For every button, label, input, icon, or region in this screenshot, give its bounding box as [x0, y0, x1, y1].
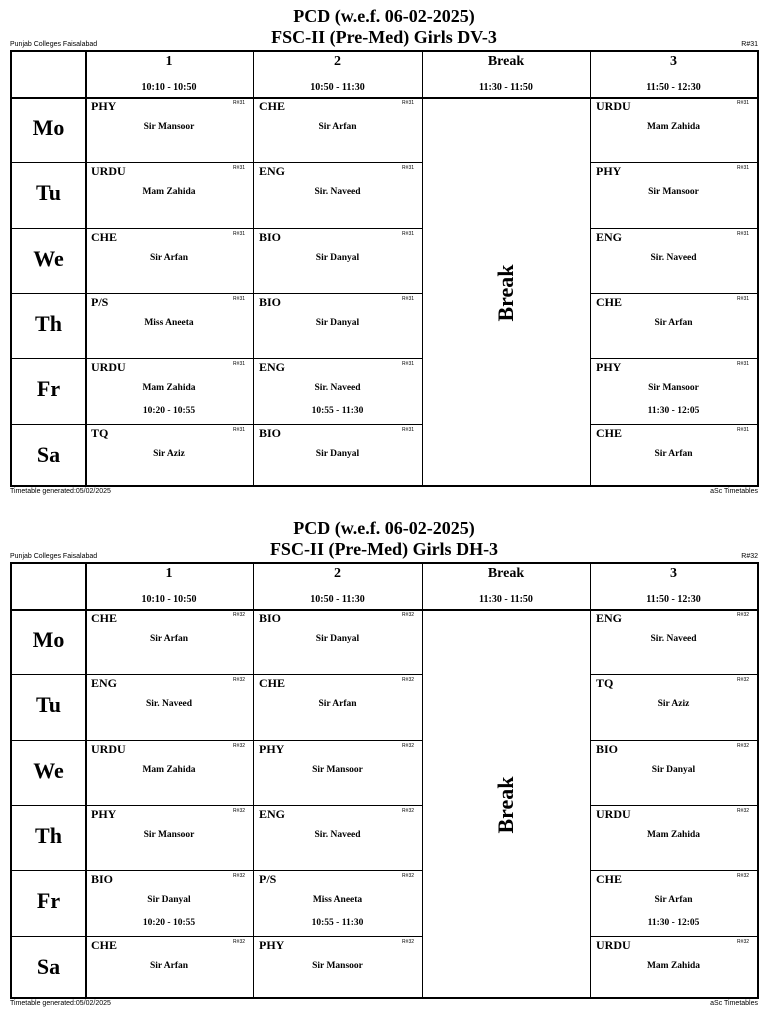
- cell-room: R#31: [233, 165, 245, 172]
- lesson-cell: [590, 805, 757, 870]
- teacher-name: Mam Zahida: [646, 829, 701, 840]
- lesson-cell: [85, 805, 253, 870]
- lesson-cell: [85, 358, 253, 423]
- day-label: Mo: [32, 115, 65, 140]
- teacher-name: Sir Arfan: [654, 448, 693, 459]
- lesson-time: 10:55 - 11:30: [311, 406, 364, 417]
- teacher-name: Sir Mansoor: [648, 187, 699, 198]
- teacher-name: Sir Arfan: [149, 252, 189, 263]
- teacher-name: Mam Zahida: [142, 764, 196, 775]
- cell-room: R#32: [233, 873, 245, 880]
- cell-room: R#31: [737, 426, 749, 433]
- cell-room: R#31: [233, 361, 245, 368]
- subject-code: PHY: [259, 741, 285, 756]
- cell-room: R#31: [233, 100, 245, 106]
- lesson-cell: [590, 936, 757, 1001]
- subject-code: PHY: [91, 806, 117, 821]
- subject-code: URDU: [91, 164, 126, 179]
- period-number: 3: [670, 566, 677, 581]
- cell-room: R#32: [233, 612, 245, 618]
- teacher-name: Miss Aneeta: [144, 317, 194, 328]
- teacher-name: Sir. Naveed: [145, 699, 193, 710]
- timetable-title: PCD (w.e.f. 06-02-2025): [293, 518, 475, 538]
- subject-code: ENG: [91, 676, 118, 691]
- teacher-name: Mam Zahida: [142, 383, 196, 394]
- room-code: R#32: [741, 553, 758, 560]
- subject-code: CHE: [91, 937, 118, 952]
- generator-name: aSc Timetables: [710, 488, 758, 495]
- subject-code: PHY: [91, 99, 117, 113]
- day-label: Th: [35, 310, 62, 336]
- subject-code: BIO: [259, 425, 282, 440]
- cell-room: R#32: [233, 677, 245, 684]
- subject-code: CHE: [259, 99, 286, 113]
- cell-room: R#32: [402, 938, 414, 945]
- teacher-name: Sir Danyal: [315, 448, 360, 459]
- cell-room: R#31: [402, 165, 414, 172]
- subject-code: URDU: [91, 360, 126, 375]
- teacher-name: Sir Arfan: [149, 960, 189, 971]
- lesson-cell: [590, 424, 757, 489]
- day-label: Sa: [36, 441, 61, 467]
- lesson-cell: [253, 870, 422, 935]
- subject-code: ENG: [596, 229, 623, 244]
- teacher-name: Sir Danyal: [147, 895, 191, 906]
- period-number: Break: [487, 566, 525, 581]
- cell-room: R#32: [737, 807, 749, 814]
- subject-code: ENG: [259, 360, 286, 375]
- period-time: 10:50 - 11:30: [310, 594, 365, 605]
- class-subtitle: FSC-II (Pre-Med) Girls DV-3: [271, 27, 497, 47]
- schedule-grid: [10, 50, 759, 487]
- cell-room: R#32: [737, 938, 749, 945]
- subject-code: TQ: [91, 425, 109, 440]
- day-label: Sa: [36, 953, 61, 979]
- teacher-name: Sir. Naveed: [314, 383, 361, 394]
- cell-room: R#31: [233, 295, 245, 302]
- lesson-cell: [85, 293, 253, 358]
- teacher-name: Mam Zahida: [142, 187, 196, 198]
- schedule-grid: [10, 562, 759, 999]
- lesson-time: 10:20 - 10:55: [142, 406, 196, 417]
- lesson-cell: [253, 740, 422, 805]
- cell-room: R#32: [402, 742, 414, 749]
- period-number: 2: [334, 54, 341, 69]
- subject-code: ENG: [259, 806, 286, 821]
- day-label: Mo: [32, 627, 65, 652]
- lesson-cell: [590, 228, 757, 293]
- subject-code: BIO: [259, 294, 282, 309]
- day-label: Tu: [36, 692, 61, 718]
- subject-code: ENG: [596, 611, 623, 625]
- subject-code: URDU: [91, 741, 126, 756]
- cell-room: R#32: [402, 807, 414, 814]
- lesson-cell: [253, 805, 422, 870]
- lesson-cell: [253, 97, 422, 162]
- teacher-name: Mam Zahida: [646, 960, 701, 971]
- lesson-time: 11:30 - 12:05: [647, 406, 700, 417]
- school-name: Punjab Colleges Faisalabad: [10, 41, 98, 48]
- lesson-cell: [590, 97, 757, 162]
- lesson-cell: [85, 740, 253, 805]
- lesson-cell: [590, 162, 757, 227]
- lesson-time: 10:55 - 11:30: [311, 918, 364, 929]
- teacher-name: Sir. Naveed: [314, 187, 361, 198]
- lesson-cell: [85, 228, 253, 293]
- lesson-cell: [253, 162, 422, 227]
- cell-room: R#31: [737, 165, 749, 172]
- cell-room: R#32: [402, 677, 414, 684]
- teacher-name: Mam Zahida: [646, 122, 701, 132]
- timetable-title: PCD (w.e.f. 06-02-2025): [293, 6, 475, 26]
- generator-name: aSc Timetables: [710, 1000, 758, 1007]
- lesson-cell: [253, 228, 422, 293]
- lesson-cell: [85, 162, 253, 227]
- subject-code: P/S: [91, 294, 109, 309]
- day-label: Fr: [36, 888, 61, 914]
- lesson-cell: [85, 870, 253, 935]
- teacher-name: Sir Arfan: [149, 634, 189, 644]
- teacher-name: Sir. Naveed: [650, 634, 697, 644]
- cell-room: R#31: [737, 361, 749, 368]
- cell-room: R#31: [402, 100, 414, 106]
- lesson-cell: [590, 609, 757, 674]
- teacher-name: Sir Arfan: [654, 895, 693, 906]
- teacher-name: Sir Danyal: [651, 764, 696, 775]
- cell-room: R#31: [233, 230, 245, 237]
- subject-code: ENG: [259, 164, 286, 179]
- teacher-name: Sir Danyal: [315, 252, 360, 263]
- teacher-name: Sir Aziz: [153, 448, 185, 459]
- lesson-time: 10:20 - 10:55: [142, 918, 196, 929]
- cell-room: R#32: [737, 873, 749, 880]
- lesson-cell: [85, 936, 253, 1001]
- cell-room: R#31: [737, 295, 749, 302]
- cell-room: R#31: [737, 230, 749, 237]
- grid-divider: [422, 52, 423, 485]
- subject-code: CHE: [91, 611, 118, 625]
- teacher-name: Sir Mansoor: [143, 829, 195, 840]
- day-label: Tu: [36, 180, 61, 206]
- subject-code: PHY: [596, 360, 622, 375]
- day-label: Fr: [36, 376, 61, 402]
- period-number: 1: [165, 566, 173, 581]
- teacher-name: Sir Mansoor: [648, 383, 699, 394]
- cell-room: R#32: [233, 938, 245, 945]
- period-number: Break: [487, 54, 525, 69]
- cell-room: R#31: [402, 295, 414, 302]
- lesson-cell: [85, 609, 253, 674]
- teacher-name: Sir Arfan: [654, 317, 693, 328]
- lesson-time: 11:30 - 12:05: [647, 918, 700, 929]
- cell-room: R#31: [402, 230, 414, 237]
- room-code: R#31: [741, 41, 758, 48]
- grid-divider: [422, 564, 423, 997]
- subject-code: PHY: [596, 164, 622, 179]
- lesson-cell: [85, 97, 253, 162]
- period-time: 10:10 - 10:50: [141, 594, 197, 605]
- period-time: 11:50 - 12:30: [646, 594, 701, 605]
- lesson-cell: [590, 358, 757, 423]
- teacher-name: Sir Arfan: [318, 699, 357, 710]
- period-number: 2: [334, 566, 341, 581]
- subject-code: CHE: [596, 294, 623, 309]
- period-time: 11:30 - 11:50: [479, 82, 533, 93]
- subject-code: CHE: [259, 676, 286, 691]
- period-number: 3: [670, 54, 677, 69]
- lesson-cell: [253, 936, 422, 1001]
- lesson-cell: [253, 609, 422, 674]
- break-label: Break: [493, 264, 518, 322]
- cell-room: R#32: [737, 742, 749, 749]
- teacher-name: Miss Aneeta: [312, 895, 363, 906]
- lesson-cell: [590, 740, 757, 805]
- subject-code: BIO: [259, 611, 282, 625]
- generated-date: Timetable generated:05/02/2025: [10, 488, 111, 495]
- lesson-cell: [253, 674, 422, 739]
- lesson-cell: [85, 424, 253, 489]
- cell-room: R#32: [402, 873, 414, 880]
- period-number: 1: [165, 54, 173, 69]
- subject-code: TQ: [596, 676, 614, 691]
- period-time: 10:50 - 11:30: [310, 82, 365, 93]
- break-label: Break: [493, 776, 518, 834]
- lesson-cell: [590, 870, 757, 935]
- lesson-cell: [85, 674, 253, 739]
- timetable-page: [0, 512, 768, 1024]
- cell-room: R#31: [737, 100, 749, 106]
- lesson-cell: [590, 674, 757, 739]
- lesson-cell: [253, 424, 422, 489]
- period-time: 11:50 - 12:30: [646, 82, 701, 93]
- subject-code: BIO: [91, 872, 114, 887]
- period-time: 10:10 - 10:50: [141, 82, 197, 93]
- cell-room: R#31: [402, 361, 414, 368]
- cell-room: R#31: [233, 426, 245, 433]
- teacher-name: Sir Danyal: [315, 317, 360, 328]
- teacher-name: Sir Mansoor: [312, 960, 363, 971]
- day-label: Th: [35, 822, 62, 848]
- cell-room: R#32: [737, 677, 749, 684]
- lesson-cell: [590, 293, 757, 358]
- cell-room: R#32: [402, 612, 414, 618]
- cell-room: R#32: [737, 612, 749, 618]
- subject-code: CHE: [91, 229, 118, 244]
- teacher-name: Sir Aziz: [657, 699, 690, 710]
- subject-code: URDU: [596, 937, 631, 952]
- day-label: We: [33, 245, 64, 271]
- class-subtitle: FSC-II (Pre-Med) Girls DH-3: [269, 539, 499, 559]
- lesson-cell: [253, 293, 422, 358]
- subject-code: CHE: [596, 872, 623, 887]
- teacher-name: Sir Danyal: [315, 634, 360, 644]
- period-time: 11:30 - 11:50: [479, 594, 533, 605]
- teacher-name: Sir Mansoor: [312, 764, 363, 775]
- subject-code: URDU: [596, 806, 631, 821]
- teacher-name: Sir. Naveed: [314, 829, 361, 840]
- cell-room: R#32: [233, 742, 245, 749]
- subject-code: URDU: [596, 99, 631, 113]
- teacher-name: Sir. Naveed: [650, 252, 697, 263]
- lesson-cell: [253, 358, 422, 423]
- subject-code: CHE: [596, 425, 623, 440]
- subject-code: BIO: [259, 229, 282, 244]
- subject-code: PHY: [259, 937, 285, 952]
- day-label: We: [33, 757, 64, 783]
- generated-date: Timetable generated:05/02/2025: [10, 1000, 111, 1007]
- cell-room: R#31: [402, 426, 414, 433]
- cell-room: R#32: [233, 807, 245, 814]
- teacher-name: Sir Mansoor: [143, 122, 195, 132]
- subject-code: BIO: [596, 741, 619, 756]
- school-name: Punjab Colleges Faisalabad: [10, 553, 98, 560]
- teacher-name: Sir Arfan: [318, 122, 357, 132]
- subject-code: P/S: [259, 872, 277, 887]
